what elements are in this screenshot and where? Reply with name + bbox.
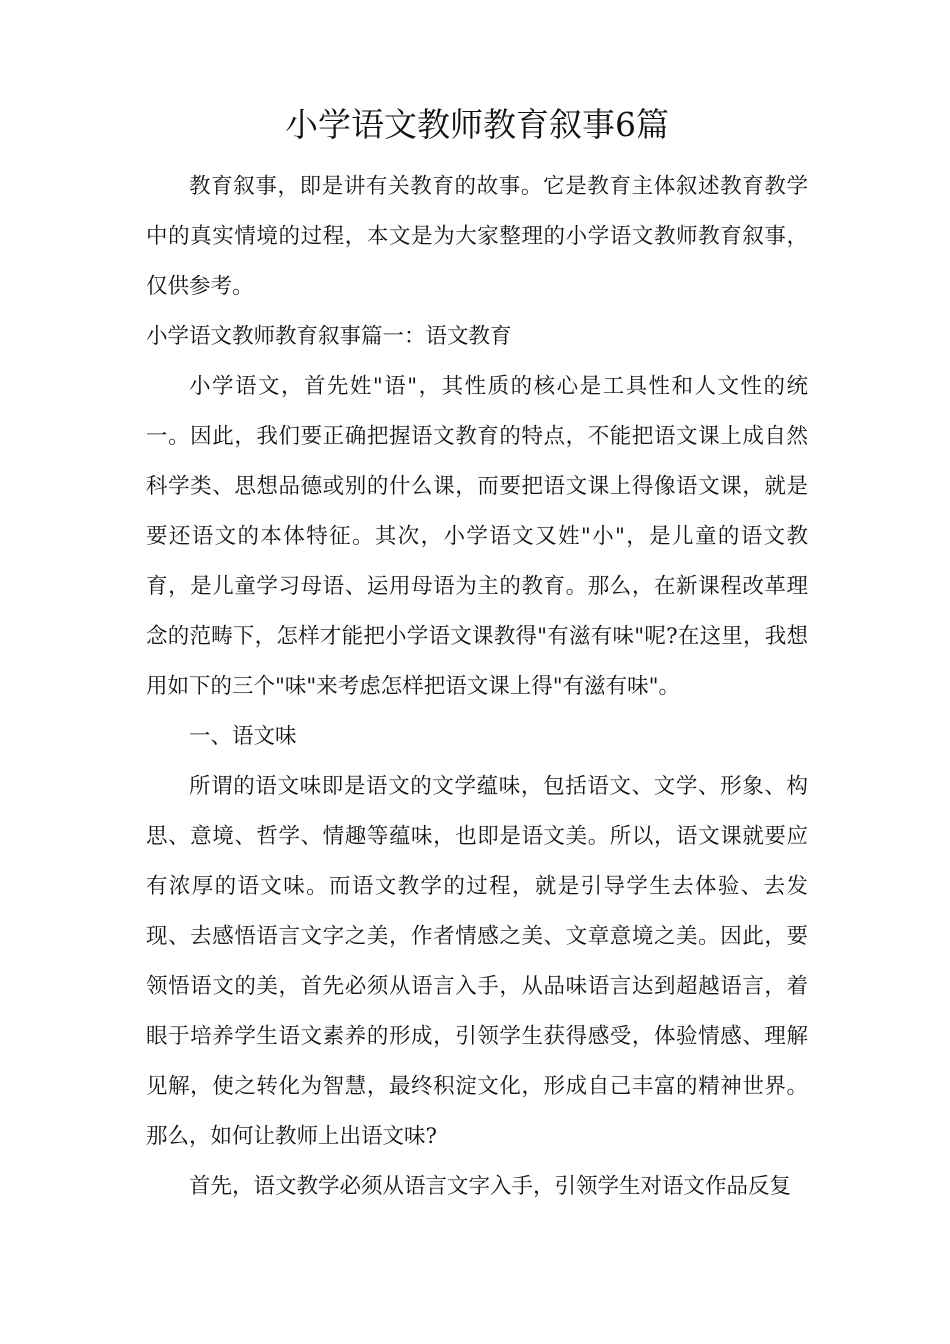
body-paragraph: 小学语文，首先姓"语"，其性质的核心是工具性和人文性的统一。因此，我们要正确把握语文教育的特点，不能把语文课上成自然科学类、思想品德或别的什么课，而要把语文课上得像语文课，就是要还语文的本体特征。其次，小学语文又姓"小"，是儿童的语文教育，是儿童学习母语、运用母语为主的教育。那么，在新课程改革理念的范畴下，怎样才能把小学语文课教得"有滋有味"呢?在这里，我想用如下的三个"味"来考虑怎样把语文课上得"有滋有味"。 <box>146 374 808 699</box>
document-body <box>146 162 808 1212</box>
body-paragraph: 首先，语文教学必须从语言文字入手，引领学生对语文作品反复 <box>189 1174 792 1199</box>
document-title: 小学语文教师教育叙事6篇 <box>285 105 669 144</box>
section-heading: 小学语文教师教育叙事篇一：语文教育 <box>146 324 512 349</box>
subsection-heading: 一、语文味 <box>189 724 297 749</box>
body-paragraph: 所谓的语文味即是语文的文学蕴味，包括语文、文学、形象、构思、意境、哲学、情趣等蕴味，也即是语文美。所以，语文课就要应有浓厚的语文味。而语文教学的过程，就是引导学生去体验、去发现、去感悟语言文字之美，作者情感之美、文章意境之美。因此，要领悟语文的美，首先必须从语言入手，从品味语言达到超越语言，着眼于培养学生语文素养的形成，引领学生获得感受，体验情感、理解见解，使之转化为智慧，最终积淀文化，形成自己丰富的精神世界。那么，如何让教师上出语文味? <box>146 774 808 1149</box>
intro-paragraph: 教育叙事，即是讲有关教育的故事。它是教育主体叙述教育教学中的真实情境的过程，本文是为大家整理的小学语文教师教育叙事，仅供参考。 <box>146 174 808 299</box>
